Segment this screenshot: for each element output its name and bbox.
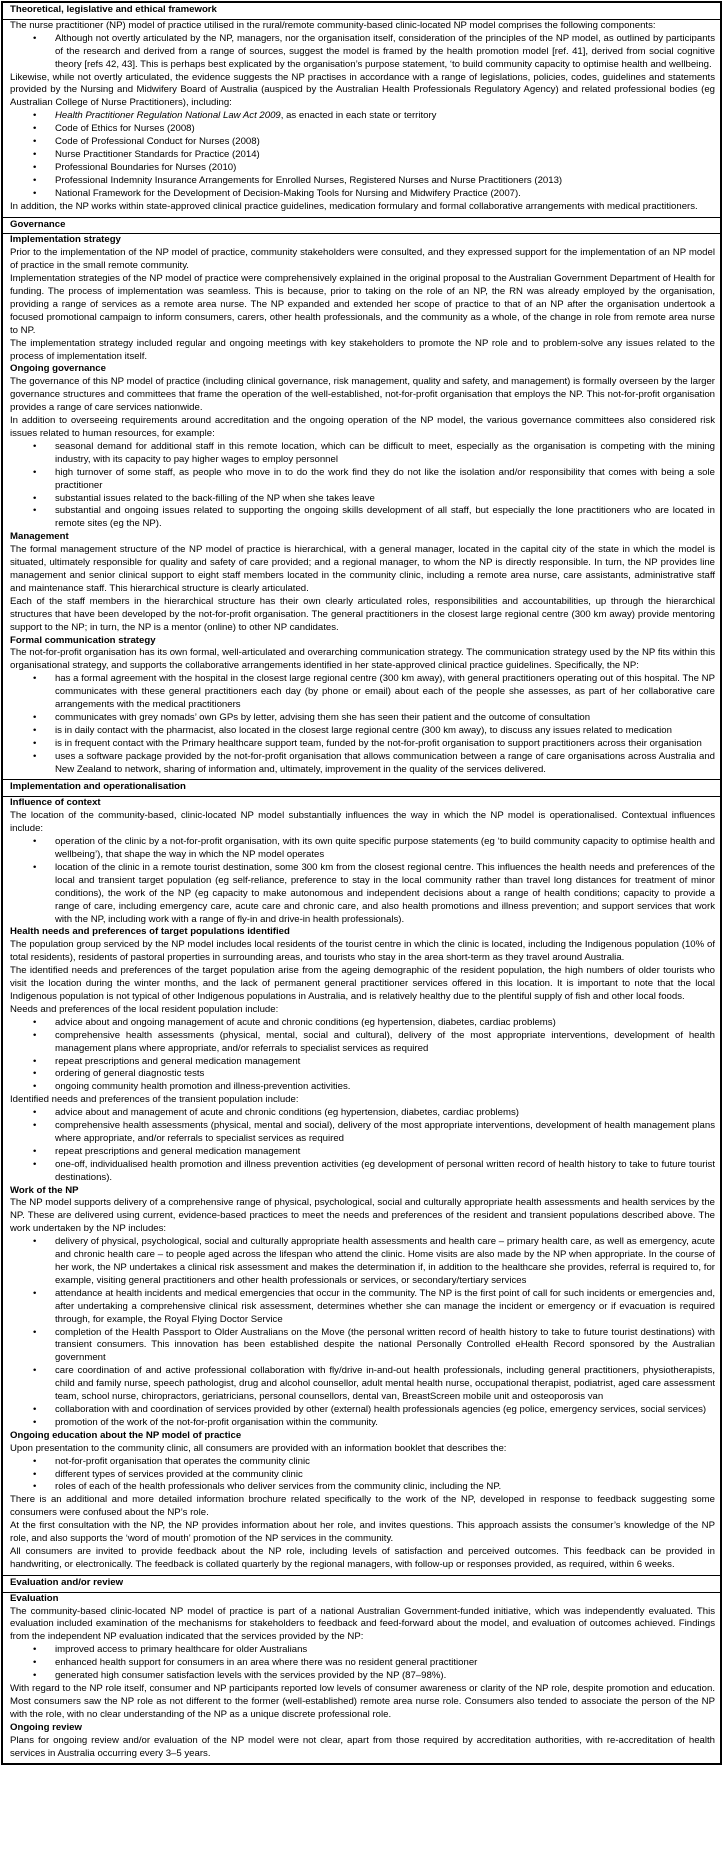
- paragraph: Needs and preferences of the local resident population include:: [10, 1003, 279, 1015]
- bullet-item: • Professional Indemnity Insurance Arrangements for Enrolled Nurses, Registered Nurses and Nurse Practitioners (2013): [10, 175, 715, 188]
- bullet-item: • collaboration with and coordination of services provided by other (external) health professionals agencies (eg police, emergency services, social services): [10, 1404, 715, 1417]
- paragraph: Prior to the implementation of the NP model of practice, community stakeholders were consulted, and they expressed support for the implementation of an NP model of practice in the small remote community.: [10, 247, 715, 272]
- bullet-item: • enhanced health support for consumers in an area where there was no resident general practitioner: [10, 1657, 715, 1670]
- bullet-item: • delivery of physical, psychological, social and culturally appropriate health assessments and health care – primary health care, as well as emergency, acute and chronic health care – to people aged across the lifespan who attend the clinic. Home visits are also made by the NP when appropriate. In the course of her work, the NP undertakes a clinical risk assessment and makes the determination if, in addition to the healthcare she provides, referral is required to, for example, visiting general practitioners and other health professionals or services, or secondary/tertiary services: [10, 1236, 715, 1288]
- subheading: Health needs and preferences of target populations identified: [10, 926, 290, 938]
- bullet-item: • high turnover of some staff, as people who move in to do the work find they do not like the isolation and/or responsibility that comes with being a sole practitioner: [10, 467, 715, 493]
- paragraph: The governance of this NP model of practice (including clinical governance, risk management, quality and safety, and management) is formally overseen by the larger governance structures and committees that frame the operation of the well-established, not-for-profit organisation that employs the NP. This not-for-profit organisation provides a range of care services nationwide.: [10, 376, 715, 414]
- bullet-item: • is in daily contact with the pharmacist, also located in the closest large regional centre (300 km away), to discuss any issues related to medication: [10, 725, 715, 738]
- paragraph: There is an additional and more detailed information brochure related specifically to the work of the NP, developed in response to feedback suggesting some consumers were confused about the NP’s role.: [10, 1494, 715, 1519]
- bullet-item: • uses a software package provided by the not-for-profit organisation that allows communication between a range of care organisations across Australia and New Zealand to network, sharing of information and, ultimately, improvement in the quality of the services delivered.: [10, 751, 715, 777]
- paragraph: The community-based clinic-located NP model of practice is part of a national Australian Government-funded initiative, which was independently evaluated. This evaluation included examination of the mechanisms for stakeholders to feedback and feed-forward about the model, and evaluation of outcomes achieved. Findings from the independent NP evaluation indicated that the services provided by the NP:: [10, 1605, 715, 1643]
- paragraph: The location of the community-based, clinic-located NP model substantially influences the way in which the NP model is operationalised. Contextual influences include:: [10, 810, 715, 835]
- bullet-item: • advice about and ongoing management of acute and chronic conditions (eg hypertension, diabetes, cardiac problems): [10, 1017, 715, 1030]
- subheading: Ongoing governance: [10, 363, 106, 375]
- bullet-item: • substantial and ongoing issues related to supporting the ongoing skills development of all staff, but especially the lone practitioners who are located in remote sites (eg the NP).: [10, 505, 715, 531]
- section-body-governance: [3, 234, 720, 779]
- section-body-evaluation-and-or-review: [3, 1593, 720, 1764]
- bullet-item: • repeat prescriptions and general medication management: [10, 1056, 715, 1069]
- bullet-item: • attendance at health incidents and medical emergencies that occur in the community. The NP is the first point of call for such incidents or emergencies and, after undertaking a comprehensive clinical risk assessment, determines whether she can manage the incident or emergency or if evacuation is required through, for example, the Royal Flying Doctor Service: [10, 1288, 715, 1327]
- paragraph: Implementation strategies of the NP model of practice were comprehensively explained in the original proposal to the Australian Government Department of Health for funding. The process of implementation was seamless. This is because, prior to taking on the role of an NP, the RN was already employed by the organisation, providing a range of services as a remote area nurse. The NP expanded and extended her scope of practice to that of an NP after the organisation undertook a focused promotional campaign to inform consumers, carers, other health professionals, and the community as a whole, of the change in role from remote area nurse to NP.: [10, 273, 715, 336]
- bullet-item: • not-for-profit organisation that operates the community clinic: [10, 1456, 715, 1469]
- italic-law-title: Health Practitioner Regulation National Law Act 2009: [55, 110, 281, 122]
- bullet-item: • generated high consumer satisfaction levels with the services provided by the NP (87–98%).: [10, 1670, 715, 1683]
- paragraph: Each of the staff members in the hierarchical structure has their own clearly articulated roles, responsibilities and accountabilities, up through the hierarchical structures that have been developed by the not-for-profit organisation. The general practitioners in the closest large regional centre (300 km away) provide mentoring support to the NP; in turn, the NP is a mentor (online) to other NP candidates.: [10, 595, 715, 633]
- bullet-item: • comprehensive health assessments (physical, mental, social and cultural), delivery of the most appropriate interventions, development of health management plans where appropriate, and/or referrals to specialist services as required: [10, 1030, 715, 1056]
- paragraph: The NP model supports delivery of a comprehensive range of physical, psychological, social and culturally appropriate health assessments and health services by the NP. These are delivered using current, evidence-based practices to meet the needs and preferences of the resident and transient populations described above. The work undertaken by the NP includes:: [10, 1197, 715, 1235]
- bullet-item: [10, 110, 715, 123]
- bullet-list: [10, 673, 715, 776]
- paragraph: The nurse practitioner (NP) model of practice utilised in the rural/remote community-based clinic-located NP model comprises the following components:: [10, 19, 656, 31]
- subheading: Ongoing education about the NP model of practice: [10, 1429, 242, 1441]
- section-header-evaluation-and-or-review: Evaluation and/or review: [3, 1575, 720, 1593]
- bullet-item: • completion of the Health Passport to Older Australians on the Move (the personal written record of health history to take to future tourist destinations) with transient consumers. This innovation has been established despite the national Personally Controlled eHealth Record sponsored by the Australian government: [10, 1327, 715, 1366]
- subheading: Influence of context: [10, 797, 101, 809]
- bullet-item: • repeat prescriptions and general medication management: [10, 1146, 715, 1159]
- section-header-governance: Governance: [3, 217, 720, 235]
- bullet-item: • has a formal agreement with the hospital in the closest large regional centre (300 km away), with general practitioners operating out of this hospital. The NP communicates with these general practitioners each day (by phone or email) about each of the people she assesses, as part of her collaborative care arrangements with the medical practitioners: [10, 673, 715, 712]
- bullet-item: • Although not overtly articulated by the NP, managers, nor the organisation itself, consideration of the principles of the NP model, as outlined by participants of the research and derived from a range of sources, suggest the model is framed by the health promotion model [ref. 41], derived from social cognitive theory [refs 42, 43]. This is perhaps best explicated by the organisation’s purpose statement, ‘to build community capacity to optimise health and wellbeing.: [10, 33, 715, 72]
- paragraph: Plans for ongoing review and/or evaluation of the NP model were not clear, apart from those required by accreditation authorities, with re-accreditation of health services in Australia occurring every 3–5 years.: [10, 1734, 715, 1759]
- bullet-item: • advice about and management of acute and chronic conditions (eg hypertension, diabetes, cardiac problems): [10, 1107, 715, 1120]
- bullet-list: [10, 1644, 715, 1683]
- bullet-item: • roles of each of the health professionals who deliver services from the community clinic, including the NP.: [10, 1481, 715, 1494]
- bullet-item: • different types of services provided at the community clinic: [10, 1469, 715, 1482]
- paragraph: Likewise, while not overtly articulated, the evidence suggests the NP practises in accordance with a range of legislations, policies, codes, guidelines and statements provided by the Nursing and Midwifery Board of Australia (auspiced by the Australian Health Professionals Regulatory Agency) and related professional bodies (eg Australian College of Nurse Practitioners), including:: [10, 71, 715, 109]
- bullet-item: • Nurse Practitioner Standards for Practice (2014): [10, 149, 715, 162]
- bullet-item: • care coordination of and active professional collaboration with fly/drive in-and-out health professionals, including general practitioners, physiotherapists, child and family nurse, speech pathologist, drug and alcohol counsellor, adult mental health nurse, occupational therapist, podiatrist, aged care assessment team, school nurse, chiropractors, geriatricians, personal counsellors, dental van, BreastScreen mobile unit and osteoporosis van: [10, 1365, 715, 1404]
- section-header-theoretical-legislative-ethical-framework: Theoretical, legislative and ethical framework: [3, 3, 720, 20]
- bullet-item: • is in frequent contact with the Primary healthcare support team, funded by the not-for-profit organisation to support practitioners across their organisation: [10, 738, 715, 751]
- bullet-item: • Code of Professional Conduct for Nurses (2008): [10, 136, 715, 149]
- bullet-list: [10, 836, 715, 926]
- paragraph: The identified needs and preferences of the target population arise from the ageing demographic of the resident population, the high numbers of older tourists who visit the location during the winter months, and the lack of permanent general practitioner services offered in this location. It is important to note that the local Indigenous population is not typical of other Indigenous populations in Australia, and is relatively healthy due to the plentiful supply of fish and other local foods.: [10, 965, 715, 1002]
- subheading: Implementation strategy: [10, 234, 121, 246]
- paragraph: With regard to the NP role itself, consumer and NP participants reported low levels of consumer awareness or clarity of the NP role, despite promotion and education. Most consumers saw the NP role as not different to the former (well-established) remote area nurse role. Consumers also tended to associate the person of the NP with the role, with no clear understanding of the NP as a unique discrete professional role.: [10, 1683, 715, 1720]
- paragraph: In addition, the NP works within state-approved clinical practice guidelines, medication formulary and formal collaborative arrangements with medical practitioners.: [10, 200, 698, 212]
- np-model-table: [1, 1, 722, 1765]
- bullet-item: • ongoing community health promotion and illness-prevention activities.: [10, 1081, 715, 1094]
- bullet-item: • Professional Boundaries for Nurses (2010): [10, 162, 715, 175]
- bullet-item: • promotion of the work of the not-for-profit organisation within the community.: [10, 1417, 715, 1430]
- bullet-item: • operation of the clinic by a not-for-profit organisation, with its own quite specific purpose statements (eg ‘to build community capacity to optimise health and wellbeing’), that shape the way in which the NP model operates: [10, 836, 715, 862]
- bullet-list: [10, 1107, 715, 1184]
- bullet-item: • location of the clinic in a remote tourist destination, some 300 km from the closest regional centre. This influences the health needs and preferences of the local and transient target population (eg self-reliance, preference to stay in the local community rather than travel long distances for treatment of minor conditions), the work of the NP (eg capacity to make autonomous and independent decisions about a range of health conditions; capacity to provide a range of care, including emergency care, acute care and chronic care, and also health promotions and illness prevention; and support services that work with the NP, including work with a range of fly-in and drive-in health professionals).: [10, 862, 715, 927]
- bullet-item: • National Framework for the Development of Decision-Making Tools for Nursing and Midwifery Practice (2007).: [10, 188, 715, 201]
- subheading: Formal communication strategy: [10, 634, 156, 646]
- bullet-item: • improved access to primary healthcare for older Australians: [10, 1644, 715, 1657]
- bullet-list: [10, 110, 715, 200]
- section-body-implementation-and-operationalisation: [3, 797, 720, 1574]
- section-header-implementation-and-operationalisation: Implementation and operationalisation: [3, 779, 720, 797]
- subheading: Work of the NP: [10, 1184, 79, 1196]
- bullet-item: • Code of Ethics for Nurses (2008): [10, 123, 715, 136]
- paragraph: The not-for-profit organisation has its own formal, well-articulated and overarching communication strategy. The communication strategy used by the NP fits within this organisational strategy, and supports the collaborative arrangements identified in her state-approved clinical practice guidelines. Specifically, the NP:: [10, 647, 715, 672]
- paragraph: The implementation strategy included regular and ongoing meetings with key stakeholders to promote the NP role and to problem-solve any issues related to the process of implementation itself.: [10, 337, 715, 362]
- bullet-list: [10, 1017, 715, 1094]
- bullet-item: • substantial issues related to the back-filling of the NP when she takes leave: [10, 493, 715, 506]
- bullet-list: [10, 1456, 715, 1495]
- bullet-item: • comprehensive health assessments (physical, mental and social), delivery of the most appropriate interventions, development of health management plans where appropriate, and/or referrals to specialist services as required: [10, 1120, 715, 1146]
- bullet-item: • ordering of general diagnostic tests: [10, 1068, 715, 1081]
- bullet-item: • seasonal demand for additional staff in this remote location, which can be difficult to meet, especially as the organisation is competing with the mining industry, with its capacity to pay higher wages to employ personnel: [10, 441, 715, 467]
- paragraph: The population group serviced by the NP model includes local residents of the tourist centre in which the clinic is located, including the Indigenous population (10% of total residents), residents of pastoral properties in surrounding areas, and tourists who stay in the area short-term as they travel around Australia.: [10, 939, 715, 964]
- bullet-list: [10, 33, 715, 72]
- paragraph: The formal management structure of the NP model of practice is hierarchical, with a general manager, located in the capital city of the state in which the model is situated, ultimately responsible for quality and safety of care provided; and a regional manager, to whom the NP is directly responsible. In turn, the NP provides line management and senior clinical support to eight staff members located in the community clinic, including a remote area nurse, care assistants, administrative staff and maintenance staff. This hierarchical structure is clearly articulated.: [10, 544, 715, 594]
- bullet-item: • one-off, individualised health promotion and illness prevention activities (eg development of personal written record of health history to take to future tourist destinations).: [10, 1159, 715, 1185]
- bullet-item: • communicates with grey nomads’ own GPs by letter, advising them she has seen their patient and the outcome of consultation: [10, 712, 715, 725]
- paragraph: Upon presentation to the community clinic, all consumers are provided with an information booklet that describes the:: [10, 1442, 507, 1454]
- paragraph: At the first consultation with the NP, the NP provides information about her role, and invites questions. This approach assists the consumer’s knowledge of the NP role, and also supports the ‘word of mouth’ promotion of the NP services in the community.: [10, 1520, 715, 1545]
- document-page: [0, 1, 723, 1859]
- paragraph: In addition to overseeing requirements around accreditation and the ongoing operation of the NP model, the various governance committees also considered risk issues related to human resources, for example:: [10, 415, 715, 439]
- bullet-list: [10, 1236, 715, 1430]
- subheading: Evaluation: [10, 1592, 59, 1604]
- section-body-theoretical-legislative-ethical-framework: [3, 20, 720, 217]
- bullet-list: [10, 441, 715, 531]
- subheading: Ongoing review: [10, 1721, 82, 1733]
- paragraph: Identified needs and preferences of the transient population include:: [10, 1094, 299, 1106]
- bullet-item-text: , as enacted in each state or territory: [280, 110, 437, 122]
- paragraph: All consumers are invited to provide feedback about the NP role, including levels of satisfaction and perceived outcomes. This feedback can be provided in handwriting, or electronically. The feedback is collated quarterly by the regional managers, with follow-up or responses provided, as required, within 6 weeks.: [10, 1545, 715, 1570]
- subheading: Management: [10, 531, 69, 543]
